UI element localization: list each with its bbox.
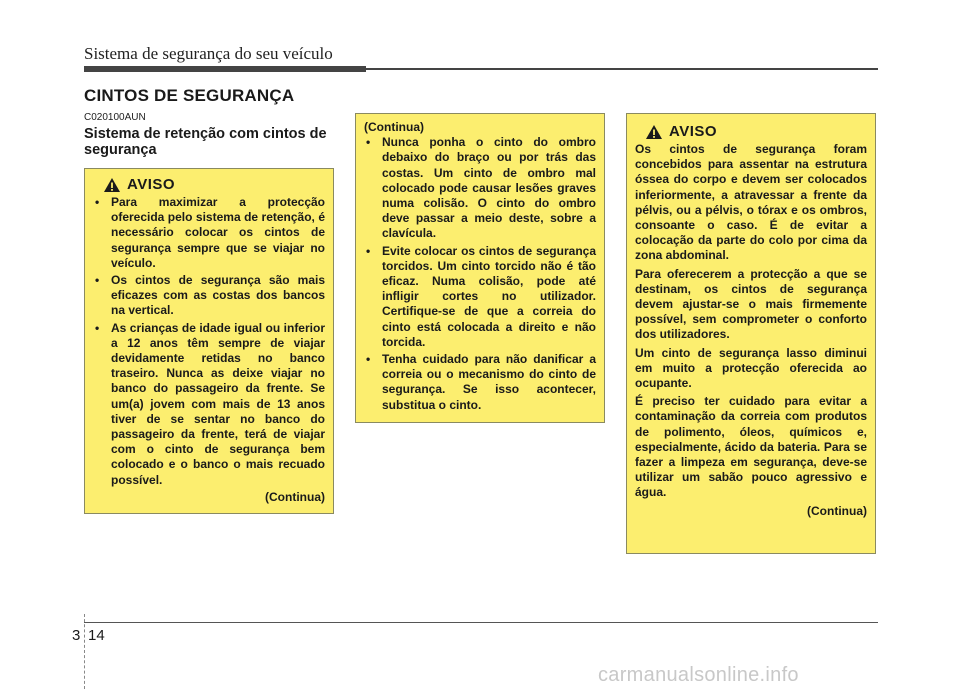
bullet-list: [364, 135, 596, 413]
footer-horizontal-rule: [84, 622, 878, 623]
aviso-label: AVISO: [127, 176, 176, 194]
aviso-title: [645, 124, 867, 140]
paragraph: É preciso ter cuidado para evitar a contaminação da correia com produtos de polimento, óleos, químicos e, especialmente, ácido da bateria. Para se fazer a limpeza em segurança, deve-se utilizar um sabão pouco agressivo e água.: [635, 394, 867, 500]
list-item: • Os cintos de segurança são mais eficazes com as costas dos bancos na vertical.: [93, 273, 325, 319]
page-chapter: 3: [72, 627, 81, 644]
warning-triangle-icon: [103, 177, 121, 193]
list-item: • As crianças de idade igual ou inferior a 12 anos têm sempre de viajar devidamente retidas no banco traseiro. Nunca as deixe viajar no banco do passageiro da frente. Se um(a) jovem com mais de 13 anos tiver de se sentar no banco do passageiro da frente, terá de viajar com o cinto de segurança bem colocado e o banco o mais recuado possível.: [93, 321, 325, 488]
aviso-title: [103, 177, 325, 193]
continued-label: (Continua): [265, 489, 325, 504]
header-rule-thin: [366, 68, 878, 70]
list-item: • Tenha cuidado para não danificar a correia ou o mecanismo do cinto de segurança. Se isso acontecer, substitua o cinto.: [364, 352, 596, 413]
paragraph: Os cintos de segurança foram concebidos para assentar na estrutura óssea do corpo e devem ser colocados inferiormente, a atravessar a frente da pélvis, ou a pélvis, o tórax e os ombros, consoante o caso. É de evitar a colocação da parte do colo por cima da zona abdominal.: [635, 142, 867, 263]
continued-label: (Continua): [807, 503, 867, 518]
header-title: Sistema de segurança do seu veículo: [84, 44, 333, 63]
list-item: • Nunca ponha o cinto do ombro debaixo do braço ou por trás das costas. Um cinto de ombro mal colocado pode causar lesões graves numa colisão. O cinto do ombro deve passar a meio deste, sobre a clavícula.: [364, 135, 596, 241]
aviso-label: AVISO: [669, 123, 718, 141]
warning-box-1: [84, 168, 334, 514]
subheading: Sistema de retenção com cintos de segurança: [84, 126, 327, 158]
section-heading: CINTOS DE SEGURANÇA: [84, 86, 295, 105]
warning-box-2: [355, 113, 605, 423]
warning-box-3: [626, 113, 876, 554]
bullet-list: [93, 195, 325, 488]
warning-triangle-icon: [645, 124, 663, 140]
list-item: • Evite colocar os cintos de segurança torcidos. Um cinto torcido não é tão eficaz. Numa colisão, pode até infligir cortes no utilizador. Certifique-se de que a correia do cinto está colocada a direito e não torcida.: [364, 244, 596, 350]
header-rule-thick: [84, 66, 366, 72]
paragraph: Um cinto de segurança lasso diminui em muito a protecção oferecida ao ocupante.: [635, 345, 867, 391]
continued-header: (Continua): [364, 120, 424, 134]
footer-vertical-rule: [84, 614, 85, 689]
paragraph: Para oferecerem a protecção a que se destinam, os cintos de segurança devem ajustar-se o mais firmemente possível, sem comprometer o conforto dos utilizadores.: [635, 266, 867, 342]
page-number: 14: [88, 627, 105, 644]
watermark: carmanualsonline.info: [598, 664, 799, 686]
doc-code: C020100AUN: [84, 112, 146, 123]
header-rule: [84, 66, 878, 72]
list-item: • Para maximizar a protecção oferecida pelo sistema de retenção, é necessário colocar os cintos de segurança sempre que se viajar no veículo.: [93, 195, 325, 271]
